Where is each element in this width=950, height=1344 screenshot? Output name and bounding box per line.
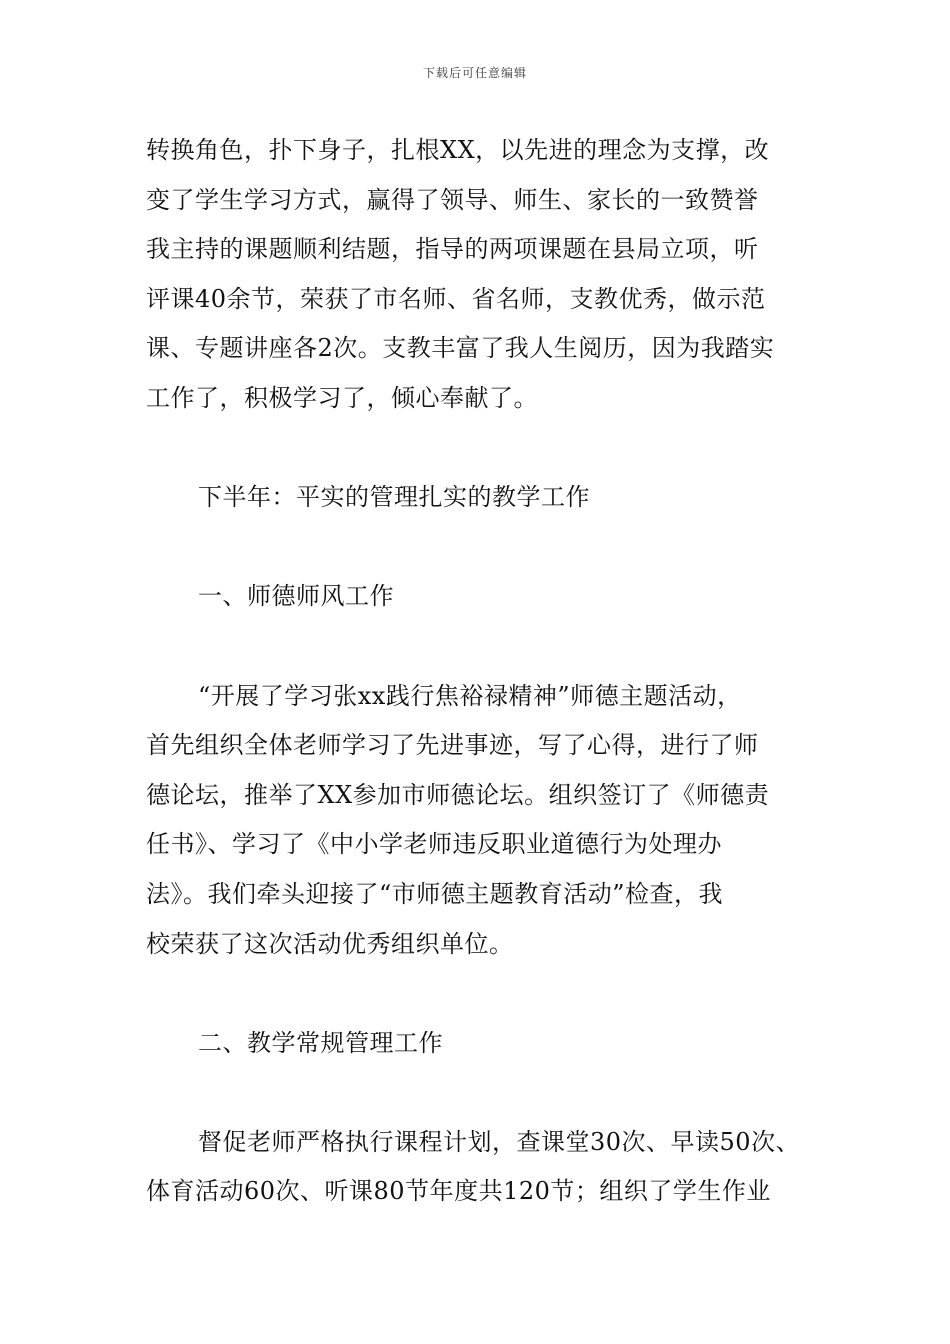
heading-line: 二、教学常规管理工作 xyxy=(198,1028,443,1057)
text-line: 德论坛，推举了XX参加市师德论坛。组织签订了《师德责 xyxy=(146,780,770,809)
text-line: 体育活动60次、听课80节年度共120节；组织了学生作业 xyxy=(146,1177,771,1206)
section-heading-ethics xyxy=(146,572,826,622)
text-line: 课、专题讲座各2次。支教丰富了我人生阅历，因为我踏实 xyxy=(146,334,775,363)
paragraph-gap xyxy=(146,1068,826,1118)
text-line: “开展了学习张xx践行焦裕禄精神”师德主题活动， xyxy=(198,681,742,710)
text-line: 我主持的课题顺利结题，指导的两项课题在县局立项，听 xyxy=(146,235,759,264)
text-line: 法》。我们牵头迎接了“市师德主题教育活动”检查，我 xyxy=(146,879,724,908)
text-line: 首先组织全体老师学习了先进事迹，写了心得，进行了师 xyxy=(146,731,759,760)
paragraph-gap xyxy=(146,969,826,1019)
paragraph-gap xyxy=(146,622,826,672)
heading-line: 一、师德师风工作 xyxy=(198,582,394,611)
heading-line: 下半年：平实的管理扎实的教学工作 xyxy=(198,483,590,512)
text-line: 任书》、学习了《中小学老师违反职业道德行为处理办 xyxy=(146,830,722,859)
document-body xyxy=(146,126,826,1217)
text-line: 督促老师严格执行课程计划，查课堂30次、早读50次、 xyxy=(198,1127,801,1156)
paragraph-gap xyxy=(146,523,826,573)
text-line: 变了学生学习方式，赢得了领导、师生、家长的一致赞誉 xyxy=(146,185,759,214)
page-header-note: 下载后可任意编辑 xyxy=(422,66,527,80)
paragraph-gap xyxy=(146,424,826,474)
paragraph-support-teaching xyxy=(146,126,826,424)
section-heading-teaching-routine xyxy=(146,1019,826,1069)
section-heading-second-half xyxy=(146,473,826,523)
paragraph-teaching-routine xyxy=(146,1118,826,1217)
text-line: 校荣获了这次活动优秀组织单位。 xyxy=(146,929,514,958)
text-line: 工作了，积极学习了，倾心奉献了。 xyxy=(146,383,538,412)
text-line: 转换角色，扑下身子，扎根XX，以先进的理念为支撑，改 xyxy=(146,136,770,164)
paragraph-ethics xyxy=(146,672,826,970)
text-line: 评课40余节，荣获了市名师、省名师，支教优秀，做示范 xyxy=(146,284,766,313)
